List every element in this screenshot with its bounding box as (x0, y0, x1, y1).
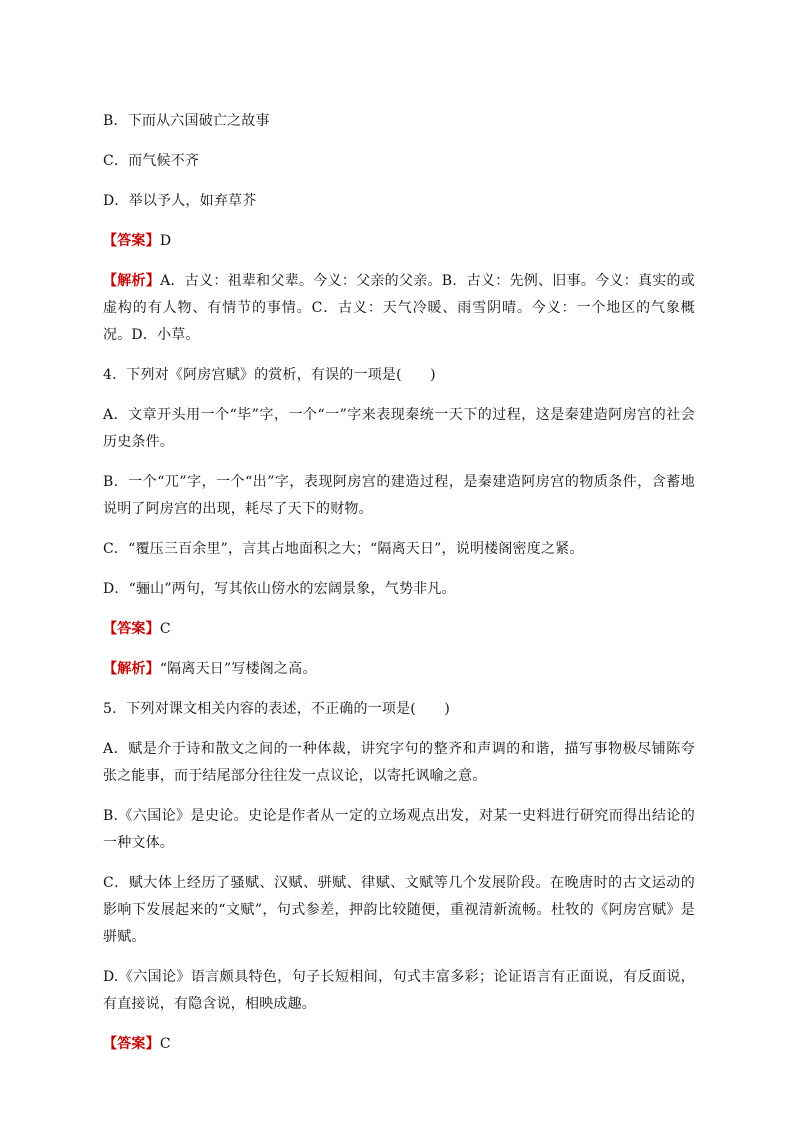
q4-answer (103, 616, 695, 643)
answer-tag: 【答案】 (103, 1036, 160, 1052)
q5-option-c: C．赋大体上经历了骚赋、汉赋、骈赋、律赋、文赋等几个发展阶段。在晚唐时的古文运动的影响下发展起来的“文赋”，句式参差，押韵比较随便，重视清新流畅。杜牧的《阿房宫赋》是骈赋。 (103, 875, 695, 945)
q4-option-d: D．“骊山”两句，写其依山傍水的宏阔景象，气势非凡。 (103, 581, 456, 597)
q3-option-b: B．下而从六国破亡之故事 (103, 113, 270, 129)
document-content (103, 108, 695, 1071)
answer-value: C (159, 1036, 171, 1052)
q3-answer (103, 228, 695, 255)
analysis-text: A．古义：祖辈和父辈。今义：父亲的父亲。B．古义：先例、旧事。今义：真实的或虚构的有人物、有情节的事情。C．古义：天气冷暖、雨雪阴晴。今义：一个地区的气象概况。D．小草。 (103, 273, 695, 343)
answer-tag: 【答案】 (103, 621, 160, 637)
q3-option-d: D．举以予人，如弃草芥 (103, 193, 257, 209)
q5-answer (103, 1031, 695, 1058)
q4-option-b: B．一个“兀”字，一个“出”字，表现阿房宫的建造过程，是秦建造阿房宫的物质条件，含蓄地说明了阿房宫的出现，耗尽了天下的财物。 (103, 474, 695, 517)
answer-value: D (159, 233, 172, 249)
q5-option-b: B.《六国论》是史论。史论是作者从一定的立场观点出发，对某一史料进行研究而得出结论的一种文体。 (103, 808, 695, 851)
q5-option-a: A．赋是介于诗和散文之间的一种体裁，讲究字句的整齐和声调的和谐，描写事物极尽铺陈夸张之能事，而于结尾部分往往发一点议论，以寄托讽喻之意。 (103, 741, 695, 784)
q3-option-c: C．而气候不齐 (103, 153, 200, 169)
analysis-text: “隔离天日”写楼阁之高。 (159, 661, 317, 677)
q4-option-c: C．“覆压三百余里”，言其占地面积之大；“隔离天日”，说明楼阁密度之紧。 (103, 541, 584, 557)
q4-analysis (103, 656, 695, 683)
q3-analysis (103, 268, 695, 349)
q5-stem: 5．下列对课文相关内容的表述，不正确的一项是( ) (103, 701, 451, 717)
q4-stem: 4．下列对《阿房宫赋》的赏析，有误的一项是( ) (103, 367, 436, 383)
answer-tag: 【答案】 (103, 233, 160, 249)
q4-option-a: A．文章开头用一个“毕”字，一个“一”字来表现秦统一天下的过程，这是秦建造阿房宫的社会历史条件。 (103, 407, 695, 450)
analysis-tag: 【解析】 (103, 273, 161, 289)
q5-option-d: D.《六国论》语言颇具特色，句子长短相间，句式丰富多彩；论证语言有正面说，有反面说，有直接说，有隐含说，相映成趣。 (103, 969, 695, 1012)
analysis-tag: 【解析】 (103, 661, 160, 677)
answer-value: C (159, 621, 171, 637)
